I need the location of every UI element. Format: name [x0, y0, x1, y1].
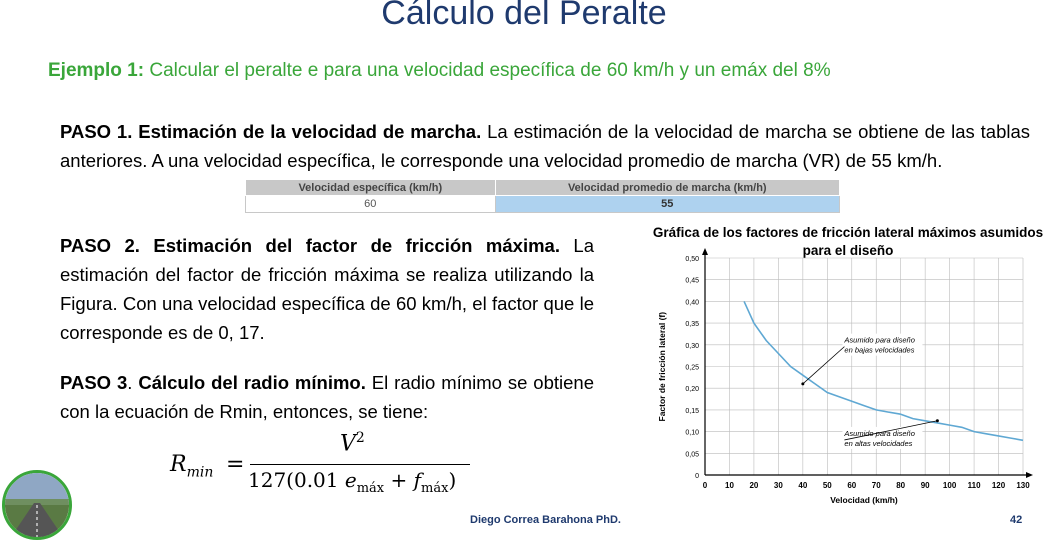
rmin-formula	[170, 432, 480, 502]
step1-label: PASO 1	[60, 121, 128, 142]
fraction-bar	[250, 464, 470, 465]
chart-annotation-high-arrowhead	[936, 419, 939, 422]
step1-text: La estimación de la velocidad de marcha se obtiene de las tablas anteriores. A una velocidad específica, le corresponde una velocidad promedio de marcha (VR) de 55 km/h.	[60, 121, 1031, 171]
chart-x-tick-label: 130	[1016, 481, 1030, 490]
chart-y-tick-label: 0,15	[685, 407, 699, 415]
chart-x-axis-label: Velocidad (km/h)	[830, 495, 898, 505]
step1-paragraph	[60, 117, 1030, 175]
chart-x-tick-label: 50	[822, 481, 832, 490]
chart-y-arrow	[702, 248, 708, 255]
formula-lhs: $R_{min}$	[170, 452, 214, 481]
chart-x-tick-label: 40	[798, 481, 808, 490]
step2-paragraph	[60, 231, 594, 347]
chart-y-tick-label: 0,30	[685, 342, 699, 350]
chart-x-tick-label: 120	[991, 481, 1006, 490]
chart-y-tick-label: 0,20	[685, 386, 699, 394]
road-thumbnail	[2, 470, 72, 540]
step2-text: La estimación del factor de fricción máxima se realiza utilizando la Figura. Con una velocidad específica de 60 km/h, el factor que le corresponde es de 0, 17.	[60, 235, 595, 343]
chart-x-tick-label: 110	[967, 481, 981, 490]
example-text: Calcular el peralte e para una velocidad específica de 60 km/h y un emáx del 8%	[144, 60, 831, 81]
table-row	[246, 196, 840, 213]
chart-title: Gráfica de los factores de fricción lateral máximos asumidos para el diseño	[652, 225, 1044, 258]
table-header: Velocidad promedio de marcha (km/h)	[495, 180, 839, 196]
chart-y-tick-label: 0,25	[685, 364, 699, 372]
example-heading	[48, 60, 831, 82]
chart-y-tick-label: 0,50	[685, 256, 699, 263]
table-cell: 60	[246, 196, 496, 213]
footer-author: Diego Correa Barahona PhD.	[470, 514, 621, 526]
chart-y-axis-label: Factor de fricción lateral (f)	[657, 311, 667, 422]
chart-x-arrow	[1026, 472, 1033, 478]
chart-annotation-low-line1: Asumido para diseño	[844, 335, 915, 345]
chart-annotation-low-arrowhead	[801, 382, 804, 385]
chart-annotation-low-arrow	[803, 347, 845, 384]
step2-heading: PASO 2. Estimación del factor de fricción máxima.	[60, 235, 560, 256]
chart-annotation-high-line2: en altas velocidades	[844, 438, 913, 448]
step3-heading: Cálculo del radio mínimo.	[138, 372, 366, 393]
chart-y-tick-label: 0,05	[685, 451, 699, 459]
chart-x-tick-label: 0	[702, 481, 708, 490]
formula-numerator: $V^2$	[340, 430, 365, 457]
table-header-row	[246, 180, 840, 196]
chart-y-tick-label: 0,10	[685, 429, 699, 437]
table-header: Velocidad específica (km/h)	[246, 180, 496, 196]
chart-x-tick-label: 90	[920, 481, 930, 490]
chart-y-tick-label: 0,45	[685, 277, 699, 285]
example-label: Ejemplo 1:	[48, 60, 145, 81]
page-title: Cálculo del Peralte	[381, 0, 667, 32]
step3-label: PASO 3	[60, 372, 128, 393]
chart-x-tick-label: 70	[871, 481, 881, 490]
step3-paragraph: PASO 3. Cálculo del radio mínimo. El radio mínimo se obtiene con la ecuación de Rmin, entonces, se tiene:	[60, 372, 594, 422]
chart-x-tick-label: 30	[773, 481, 783, 490]
chart-annotation-low-line2: en bajas velocidades	[844, 345, 915, 355]
table-cell: 55	[495, 196, 839, 213]
speed-table	[245, 179, 840, 213]
chart-y-tick-label: 0,35	[685, 321, 699, 329]
formula-denominator: 127(0.01 $e_{máx} + f_{máx}$)	[248, 468, 457, 496]
chart-x-tick-label: 80	[896, 481, 906, 490]
friction-chart	[640, 240, 1040, 510]
chart-series-line-low-speed	[744, 301, 901, 414]
road-icon	[5, 473, 69, 537]
chart-annotation-high-line1: Asumido para diseño	[844, 428, 915, 438]
chart-y-tick-label: 0,40	[685, 299, 699, 307]
chart-x-tick-label: 100	[942, 481, 957, 490]
chart-x-tick-label: 10	[725, 481, 734, 490]
chart-y-tick-label: 0	[695, 473, 699, 480]
chart-x-tick-label: 20	[749, 481, 759, 490]
chart-x-tick-label: 60	[847, 481, 857, 490]
page-number: 42	[1010, 514, 1023, 526]
formula-equals: =	[226, 452, 245, 477]
step1-heading: . Estimación de la velocidad de marcha.	[127, 121, 482, 142]
step3-text: El radio mínimo se obtiene con la ecuación de Rmin, entonces, se tiene:	[60, 372, 594, 422]
